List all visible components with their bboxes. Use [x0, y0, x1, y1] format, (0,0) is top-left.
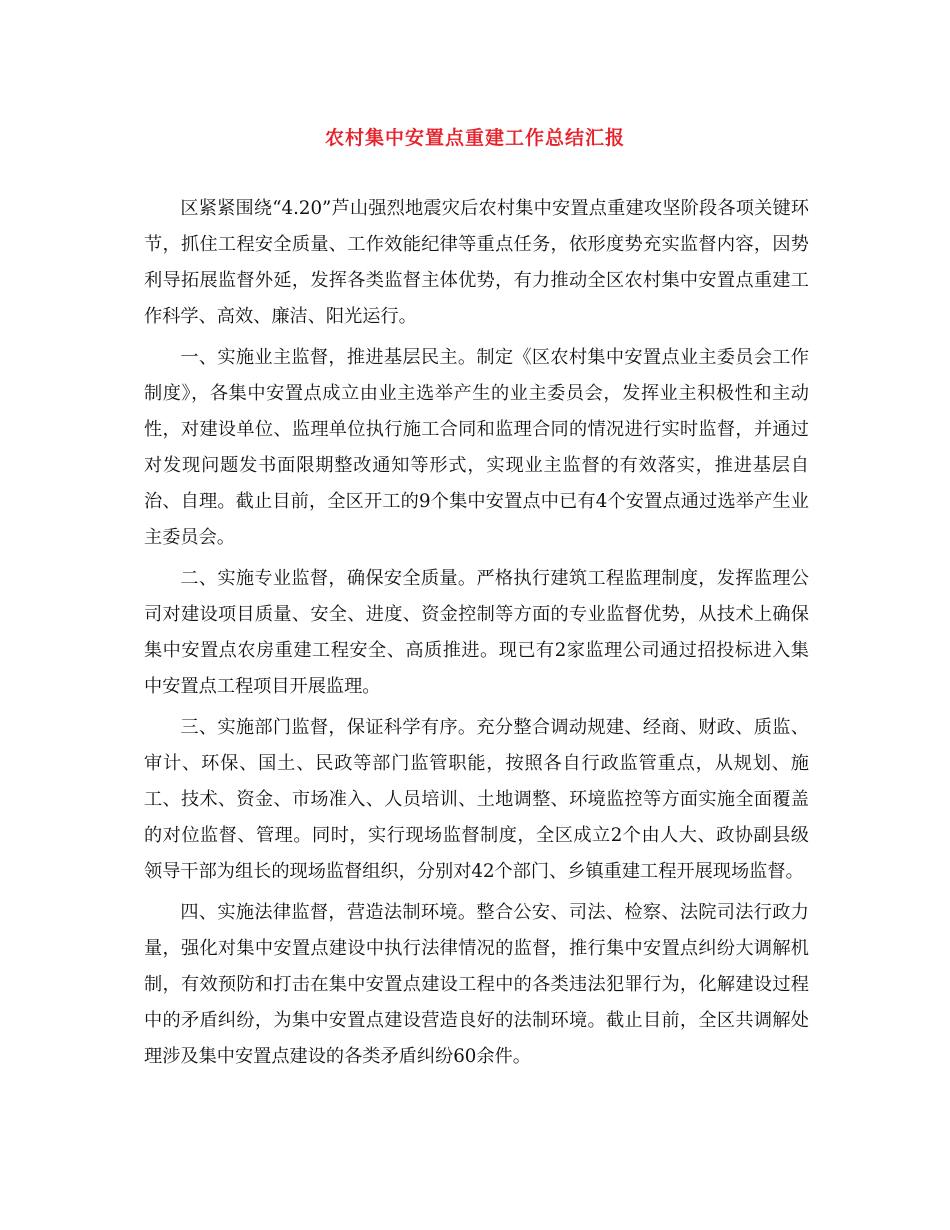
paragraph-department-supervision: 三、实施部门监督，保证科学有序。充分整合调动规建、经商、财政、质监、审计、环保、国土、民政等部门监管职能，按照各自行政监管重点，从规划、施工、技术、资金、市场准入、人员培训、土地调整、环境监控等方面实施全面覆盖的对位监督、管理。同时，实行现场监督制度，全区成立2个由人大、政协副县级领导干部为组长的现场监督组织，分别对42个部门、乡镇重建工程开展现场监督。	[144, 717, 809, 882]
paragraph-professional-supervision: 二、实施专业监督，确保安全质量。严格执行建筑工程监理制度，发挥监理公司对建设项目质量、安全、进度、资金控制等方面的专业监督优势，从技术上确保集中安置点农房重建工程安全、高质推进。现已有2家监理公司通过招投标进入集中安置点工程项目开展监理。	[144, 568, 809, 697]
document-body	[144, 191, 809, 1080]
paragraph-legal-supervision: 四、实施法律监督，营造法制环境。整合公安、司法、检察、法院司法行政力量，强化对集中安置点建设中执行法律情况的监督，推行集中安置点纠纷大调解机制，有效预防和打击在集中安置点建设工程中的各类违法犯罪行为，化解建设过程中的矛盾纠纷，为集中安置点建设营造良好的法制环境。截止目前，全区共调解处理涉及集中安置点建设的各类矛盾纠纷60余件。	[144, 902, 809, 1067]
document-title: 农村集中安置点重建工作总结汇报	[324, 127, 625, 149]
paragraph-owner-supervision: 一、实施业主监督，推进基层民主。制定《区农村集中安置点业主委员会工作制度》，各集中安置点成立由业主选举产生的业主委员会，发挥业主积极性和主动性，对建设单位、监理单位执行施工合同和监理合同的情况进行实时监督，并通过对发现问题发书面限期整改通知等形式，实现业主监督的有效落实，推进基层自治、自理。截止目前，全区开工的9个集中安置点中已有4个安置点通过选举产生业主委员会。	[144, 347, 809, 548]
paragraph-intro: 区紧紧围绕“4.20”芦山强烈地震灾后农村集中安置点重建攻坚阶段各项关键环节，抓住工程安全质量、工作效能纪律等重点任务，依形度势充实监督内容，因势利导拓展监督外延，发挥各类监督主体优势，有力推动全区农村集中安置点重建工作科学、高效、廉洁、阳光运行。	[144, 198, 809, 327]
